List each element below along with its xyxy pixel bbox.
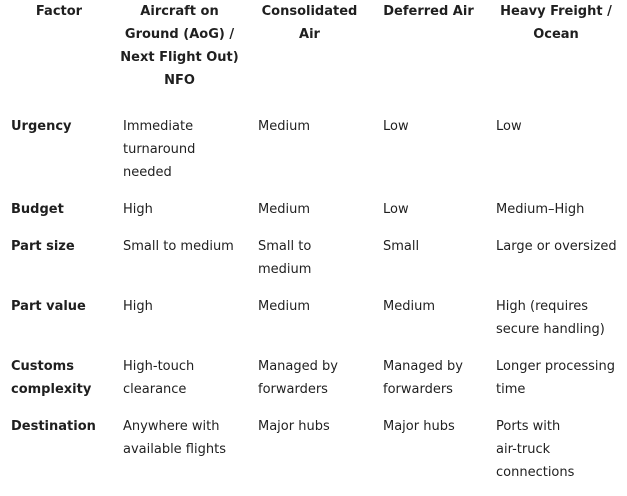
table-row (0, 353, 627, 413)
table-cell: Low (383, 202, 409, 217)
table-cell: Anywhere with available flights (123, 419, 226, 457)
table-header (0, 0, 627, 113)
table-cell: Medium (258, 299, 310, 314)
table-cell: Medium (258, 119, 310, 134)
row-label-budget: Budget (11, 202, 64, 217)
table-cell: High (requires secure handling) (496, 299, 605, 337)
table-cell: Small to medium (258, 239, 312, 277)
row-label-destination: Destination (11, 419, 96, 434)
table-cell: Small to medium (123, 239, 234, 254)
row-label-urgency: Urgency (11, 119, 72, 134)
table-cell: Small (383, 239, 420, 254)
table-cell: Major hubs (383, 419, 455, 434)
table-cell: Longer processing time (496, 359, 615, 397)
header-consolidated-air: Consolidated Air (261, 4, 358, 42)
table-row (0, 113, 627, 196)
table-cell: Medium–High (496, 202, 585, 217)
table-cell: Medium (258, 202, 310, 217)
table-body (0, 113, 627, 496)
row-label-part-value: Part value (11, 299, 86, 314)
header-factor: Factor (35, 4, 83, 19)
table-cell: Medium (383, 299, 435, 314)
table-cell: Managed by forwarders (258, 359, 338, 397)
row-label-customs-complexity: Customs complexity (11, 359, 92, 397)
table-cell: High (123, 202, 153, 217)
header-row (0, 0, 627, 113)
table-cell: Large or oversized (496, 239, 617, 254)
table-cell: High-touch clearance (123, 359, 195, 397)
table-cell: Low (383, 119, 409, 134)
table-row (0, 196, 627, 233)
table-cell: Major hubs (258, 419, 330, 434)
table-cell: Ports with air-truck connections (496, 419, 575, 480)
row-label-part-size: Part size (11, 239, 75, 254)
table-cell: High (123, 299, 153, 314)
header-deferred-air: Deferred Air (383, 4, 474, 19)
header-aog-nfo: Aircraft on Ground (AoG) / Next Flight Out) NFO (120, 4, 239, 88)
table-cell: Managed by forwarders (383, 359, 463, 397)
table-row (0, 413, 627, 496)
table-row (0, 293, 627, 353)
table-row (0, 233, 627, 293)
table-cell: Immediate turnaround needed (123, 119, 196, 180)
table-cell: Low (496, 119, 522, 134)
header-heavy-freight-ocean: Heavy Freight / Ocean (500, 4, 612, 42)
